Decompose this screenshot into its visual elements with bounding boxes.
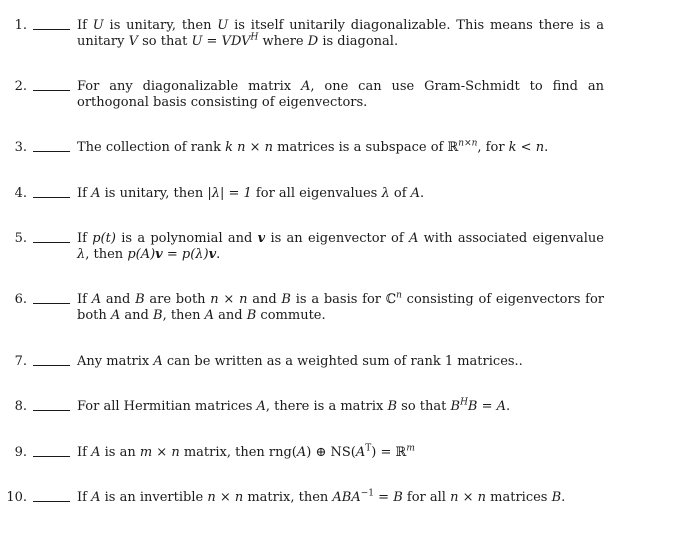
answer-blank[interactable]	[33, 140, 70, 152]
question-number: 8.	[14, 399, 27, 414]
question-statement: Any matrix A can be written as a weighted sum of rank 1 matrices..	[77, 354, 523, 369]
question-statement: For all Hermitian matrices A, there is a matrix B so that $B^HB = A$.	[77, 397, 511, 414]
question-statement: For any diagonalizable matrix A, one can use Gram-Schmidt to find an orthogonal basis consisting of eigenvectors.	[77, 79, 604, 110]
question-statement: If A is unitary, then |λ| = 1 for all eigenvalues λ of A.	[77, 186, 425, 201]
answer-blank[interactable]	[33, 490, 70, 502]
answer-blank[interactable]	[33, 445, 70, 457]
answer-blank[interactable]	[33, 186, 70, 198]
question-statement: If A is an m × n matrix, then rng(A) ⊕ $NS(A^T)$ = ℝ$^m$	[77, 443, 415, 460]
answer-blank[interactable]	[33, 18, 70, 30]
question-number: 2.	[14, 79, 27, 94]
answer-blank[interactable]	[33, 79, 70, 91]
question-statement: If A is an invertible n × n matrix, then $ABA^{-1} = B$ for all n × n matrices B.	[77, 488, 566, 505]
answer-blank[interactable]	[33, 292, 70, 304]
question-number: 5.	[14, 231, 27, 246]
question-statement: If U is unitary, then U is itself unitarily diagonalizable. This means there is a unitary V so that $U = VDV^H$ where D is diagonal.	[77, 18, 604, 49]
question-statement: If p(t) is a polynomial and v is an eigenvector of A with associated eigenvalue λ, then p(A)v = p(λ)v.	[77, 231, 604, 262]
question-number: 10.	[6, 490, 27, 505]
question-statement: If A and B are both n × n and B is a basis for ℂ$^n$ consisting of eigenvectors for both A and B, then A and B commute.	[77, 290, 604, 323]
question-statement: The collection of rank k n × n matrices is a subspace of ℝ$^{n\times n}$, for k < n.	[77, 138, 549, 155]
question-number: 3.	[14, 140, 27, 155]
question-number: 7.	[14, 354, 27, 369]
question-number: 6.	[14, 292, 27, 307]
answer-blank[interactable]	[33, 354, 70, 366]
answer-blank[interactable]	[33, 399, 70, 411]
question-number: 4.	[14, 186, 27, 201]
question-number: 1.	[14, 18, 27, 33]
answer-blank[interactable]	[33, 231, 70, 243]
question-number: 9.	[14, 445, 27, 460]
